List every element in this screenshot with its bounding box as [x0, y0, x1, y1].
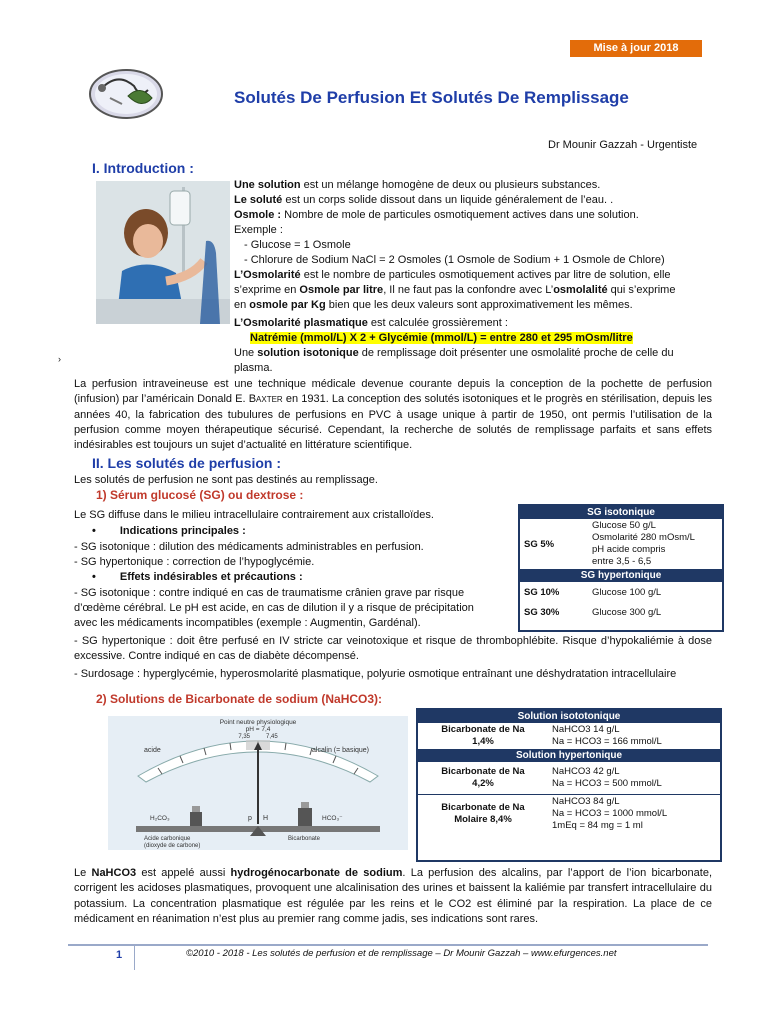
intro-line-9: [234, 298, 633, 313]
sg-subtitle: 1) Sérum glucosé (SG) ou dextrose :: [96, 488, 304, 502]
sg30-label: SG 30%: [524, 606, 560, 618]
gauge-ph-label: pH = 7,4: [245, 726, 271, 733]
label-line: 4,2%: [472, 778, 494, 789]
formula-line: [250, 331, 633, 346]
intro-text: est calculée grossièrement :: [367, 317, 508, 329]
gauge-h2co3: H₂CO₃: [150, 815, 170, 822]
sg-effects-title: [92, 570, 303, 585]
gauge-h: H: [263, 815, 269, 822]
osmolarity-formula: Natrémie (mmol/L) X 2 + Glycémie (mmol/L) = entre 280 et 295 mOsm/litre: [250, 332, 633, 344]
value-line: 1mEq = 84 mg = 1 ml: [552, 820, 643, 831]
gauge-p: p: [248, 815, 252, 822]
intro-line-4: Exemple :: [234, 224, 283, 236]
sg-indication-2: - SG hypertonique : correction de l’hypoglycémie.: [74, 556, 315, 568]
section2-note: Les solutés de perfusion ne sont pas destinés au remplissage.: [74, 474, 378, 486]
intro-line-10: [234, 316, 508, 331]
bicarb-8-4-values: [548, 795, 720, 834]
bicarb-subtitle: 2) Solutions de Bicarbonate de sodium (NaHCO3):: [96, 692, 383, 706]
bicarb-4-2-label: [418, 762, 548, 795]
bicarb-8-4-label: [418, 795, 548, 834]
bicarb-hyper-header: Solution hypertonique: [418, 749, 720, 762]
paragraph-text: en 1931. La conception des solutés isotoniques et le progrès en stérilisation, depuis les années 40, la fabrication des tubulures de perfusions en PVC à usage unique à partir de 1950, ont permis l’utilisation de la perfusion comme moyen thérapeutique sécurisé. Cependant, la recherche de solutés de remplissage parfaits et sans effets indésirables est toujours un sujet d’actualité en littérature scientifique.: [74, 393, 712, 452]
intro-line-2: [234, 193, 613, 208]
intro-line-8: [234, 283, 675, 298]
gauge-top-label: Point neutre physiologique: [219, 719, 297, 726]
gauge-range-low: 7,35: [238, 734, 250, 740]
bicarb-paragraph: [74, 866, 712, 927]
sg-iso-header: SG isotonique: [520, 506, 722, 519]
intro-line-12: [234, 346, 674, 361]
bicarb-4-2-values: [548, 762, 720, 795]
gauge-hco3: HCO₃⁻: [322, 815, 343, 822]
intro-text: bien que les deux valeurs sont approximativement les mêmes.: [325, 299, 633, 311]
document-title: Solutés De Perfusion Et Solutés De Remplissage: [234, 88, 629, 107]
sg-effect-1: - SG isotonique : contre indiqué en cas de traumatisme crânien grave par risque: [74, 587, 465, 599]
term-osmole: Osmole :: [234, 209, 282, 221]
bicarb-1-4-values: [548, 723, 720, 749]
effects-label: Effets indésirables et précautions :: [119, 571, 303, 583]
sg5-ph-range: entre 3,5 - 6,5: [592, 556, 652, 567]
value-line: NaHCO3 42 g/L: [552, 766, 620, 777]
bicarb-iso-header: Solution isototonique: [418, 710, 720, 723]
label-line: Bicarbonate de Na: [441, 802, 525, 813]
sg-indications-title: [92, 524, 246, 539]
term-osmole-litre: Osmole par litre: [299, 284, 384, 296]
value-line: Na = HCO3 = 500 mmol/L: [552, 778, 662, 789]
intro-line-13: plasma.: [234, 362, 273, 374]
sg-effect-5: - Surdosage : hyperglycémie, hyperosmolarité plasmatique, polyurie osmotique entraînant une déshydratation intracellulaire: [74, 668, 677, 680]
gauge-bicarbonate: Bicarbonate: [288, 836, 321, 842]
paragraph-text: La perfusion intraveineuse est une technique médicale devenue courante depuis la conception de la pochette de perfusion (infusion) par l’américain Donald E.: [74, 378, 712, 406]
value-line: Na = HCO3 = 1000 mmol/L: [552, 808, 668, 819]
sg5-values: [588, 519, 722, 569]
label-line: Bicarbonate de Na: [441, 766, 525, 777]
intro-heading: I. Introduction :: [92, 160, 194, 176]
sg-hyper-header: SG hypertonique: [520, 569, 722, 582]
sg-table: [518, 504, 724, 632]
intro-text: est un mélange homogène de deux ou plusieurs substances.: [300, 179, 601, 191]
sg5-osmolarity: Osmolarité 280 mOsm/L: [592, 532, 695, 543]
intro-text: qui s’exprime: [607, 284, 676, 296]
intro-paragraph: [74, 377, 712, 453]
gauge-acid-label: acide: [144, 747, 161, 754]
paragraph-text: . La perfusion des alcalins, par l’apport de l’ion bicarbonate, corrigent les acidoses plasmatiques, provoquent une alcalinisation des urines et baissent la kaliémie par transfert intracellulaire du potassium. La concentration plasmatique est régulée par les reins et le CO2 est éliminé par la respiration. La place de ce médicament en réanimation n’est plus au premier rang comme jadis, ses indications sont rares.: [74, 867, 712, 925]
author-line: Dr Mounir Gazzah - Urgentiste: [548, 139, 698, 151]
term-solute: Le soluté: [234, 194, 283, 206]
sg10-label: SG 10%: [524, 586, 560, 598]
term-osmolalite: osmolalité: [553, 284, 608, 296]
baxter-name: Baxter: [248, 393, 283, 406]
intro-line-6: - Chlorure de Sodium NaCl = 2 Osmoles (1 Osmole de Sodium + 1 Osmole de Chlore): [244, 254, 665, 266]
intro-line-5: - Glucose = 1 Osmole: [244, 239, 351, 251]
intro-text: s’exprime en: [234, 284, 300, 296]
sg10-value: Glucose 100 g/L: [592, 586, 662, 598]
sg-effect-2: d’œdème cérébral. Le pH est acide, en cas de dilution il y a risque de précipitation: [74, 602, 474, 614]
indications-label: Indications principales :: [119, 525, 246, 537]
footer-vertical-divider: [134, 946, 135, 970]
term-osmolarite: L’Osmolarité: [234, 269, 301, 281]
intro-text: de remplissage doit présenter une osmolalité proche de celle du: [358, 347, 674, 359]
intro-line-3: [234, 208, 639, 223]
footer-divider: [68, 944, 708, 946]
paragraph-text: est appelé aussi: [136, 867, 231, 879]
sg-effect-3: avec les médicaments incompatibles (exemple : Augmentin, Gardénal).: [74, 617, 421, 629]
term-hydrogenocarbonate: hydrogénocarbonate de sodium: [230, 867, 403, 879]
value-line: Na = HCO3 = 166 mmol/L: [552, 736, 662, 747]
value-line: NaHCO3 84 g/L: [552, 796, 620, 807]
bullet-icon: •: [92, 571, 96, 583]
stethoscope-logo-icon: [88, 68, 164, 120]
gauge-acid-carb: Acide carbonique: [144, 836, 191, 842]
sg-line-1: Le SG diffuse dans le milieu intracellulaire contrairement aux cristalloïdes.: [74, 509, 434, 521]
label-line: 1,4%: [472, 736, 494, 747]
sg5-glucose: Glucose 50 g/L: [592, 520, 656, 531]
gauge-range-high: 7,45: [266, 734, 278, 740]
section2-heading: II. Les solutés de perfusion :: [92, 455, 282, 471]
intro-line-1: [234, 178, 600, 193]
sg5-ph: pH acide compris: [592, 544, 666, 555]
sg5-label: SG 5%: [524, 538, 555, 550]
intro-text: Une: [234, 347, 258, 359]
term-osmolarite-plasmatique: L’Osmolarité plasmatique: [234, 317, 368, 329]
intro-line-7: [234, 268, 671, 283]
label-line: Molaire 8,4%: [454, 814, 512, 825]
intro-text: , Il ne faut pas la confondre avec L’: [383, 284, 554, 296]
gauge-alcalin-label: alcalin (= basique): [312, 747, 370, 754]
bicarb-table: [416, 708, 722, 862]
nurse-photo: [96, 181, 230, 324]
intro-text: Nombre de mole de particules osmotiquement actives dans une solution.: [281, 209, 639, 221]
label-line: Bicarbonate de Na: [441, 724, 525, 735]
page-number: 1: [116, 949, 123, 961]
sg-indication-1: - SG isotonique : dilution des médicaments administrables en perfusion.: [74, 541, 424, 553]
bullet-icon: •: [92, 525, 96, 537]
gauge-acid-carb-2: (dioxyde de carbone): [144, 843, 201, 849]
term-solution-isotonique: solution isotonique: [257, 347, 359, 359]
bicarb-1-4-label: [418, 723, 548, 749]
footer-text: ©2010 - 2018 - Les solutés de perfusion et de remplissage – Dr Mounir Gazzah – www.efurgences.net: [186, 948, 617, 959]
sg30-value: Glucose 300 g/L: [592, 606, 662, 618]
term-solution: Une solution: [234, 179, 301, 191]
update-badge: Mise à jour 2018: [570, 40, 702, 57]
sg-effect-4: - SG hypertonique : doit être perfusé en IV stricte car veinotoxique et risque de thrombophlébite. Risque d’hypokaliémie à dose excessive. Contre indiqué en cas de diabète décompensé.: [74, 635, 712, 663]
ph-gauge-diagram: [108, 716, 408, 850]
value-line: NaHCO3 14 g/L: [552, 724, 620, 735]
term-osmole-kg: osmole par Kg: [249, 299, 326, 311]
term-nahco3: NaHCO3: [91, 867, 137, 879]
intro-text: est un corps solide dissout dans un liquide généralement de l’eau. .: [282, 194, 614, 206]
bullet-mark: ›: [58, 354, 61, 364]
paragraph-text: Le: [74, 867, 92, 879]
intro-text: est le nombre de particules osmotiquement actives par litre de solution, elle: [300, 269, 671, 281]
intro-text: en: [234, 299, 250, 311]
